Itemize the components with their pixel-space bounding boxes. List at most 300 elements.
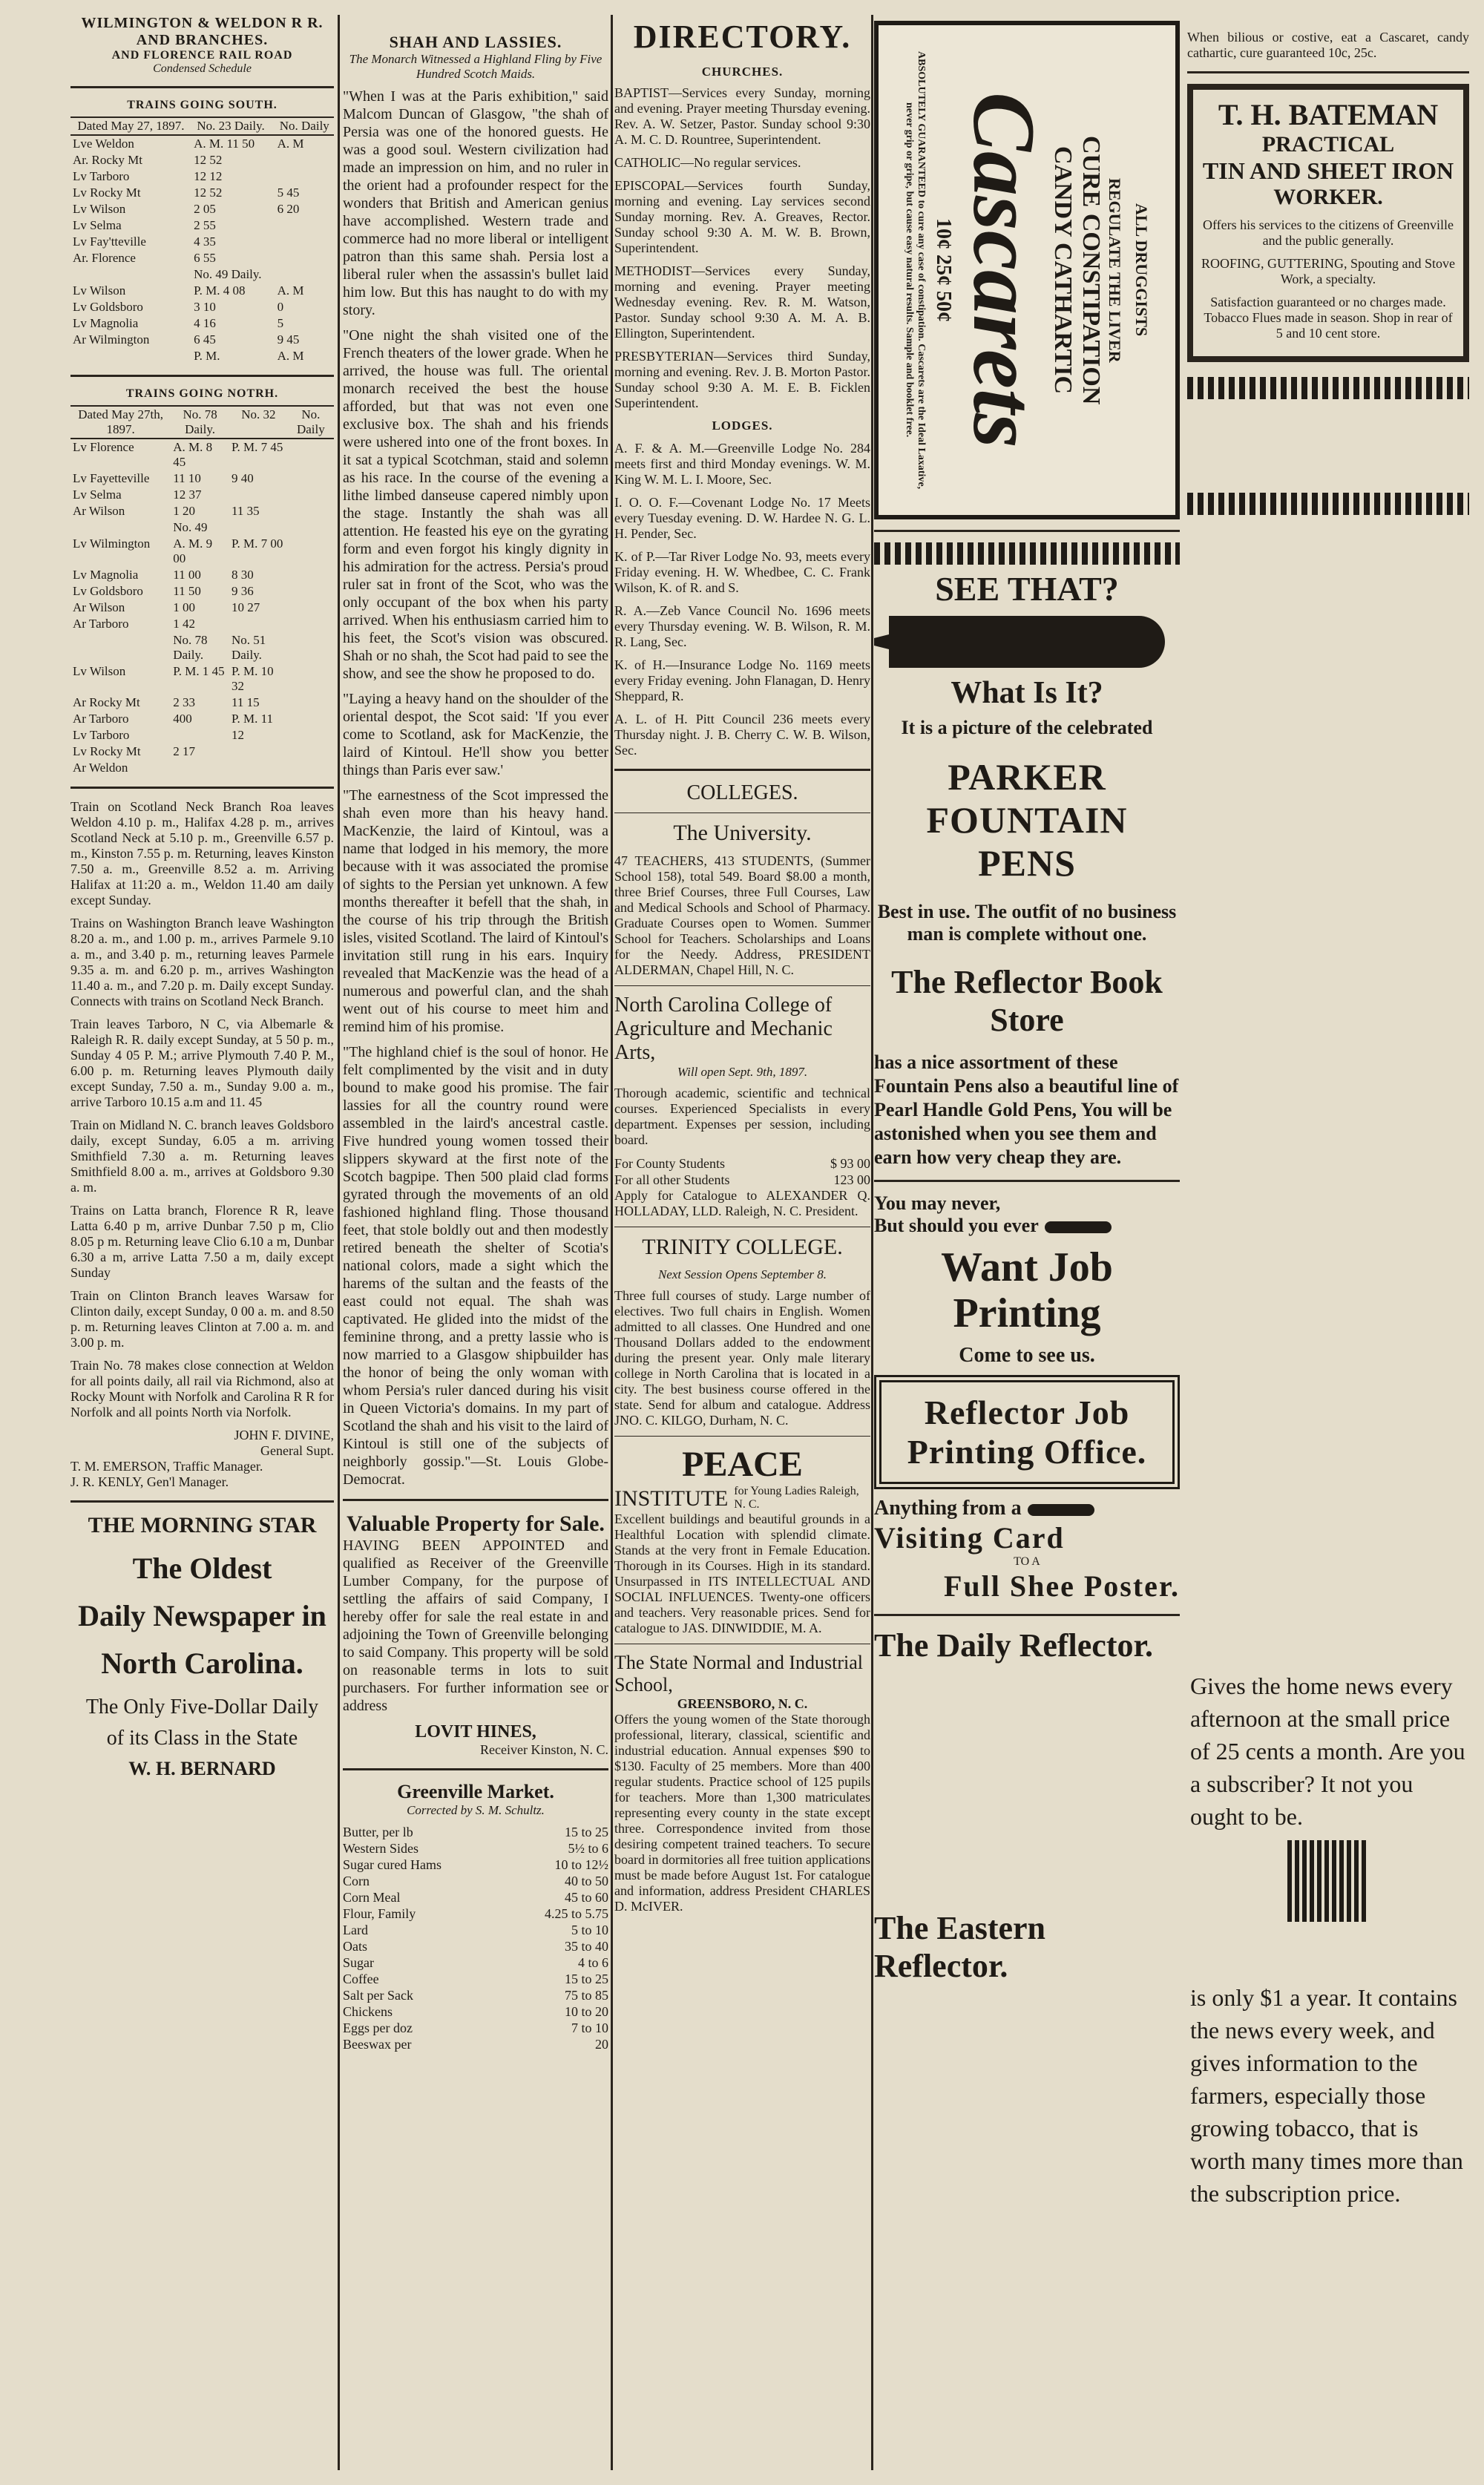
market-row	[343, 1840, 608, 1857]
table-cell	[70, 348, 191, 364]
market-subtitle: Corrected by S. M. Schultz.	[407, 1803, 545, 1817]
table-cell: A. M	[277, 283, 304, 298]
table-cell: Ar Rocky Mt	[73, 695, 140, 709]
table-cell: A. M	[277, 349, 304, 363]
market-title: Greenville Market.	[397, 1781, 554, 1802]
bateman-line: WORKER.	[1273, 185, 1383, 209]
table-cell: 11 00	[173, 568, 201, 582]
normal-subtitle: GREENSBORO, N. C.	[677, 1696, 808, 1711]
table-cell: 9 40	[231, 471, 254, 485]
bateman-text: ROOFING, GUTTERING, Spouting and Stove Work, a specialty.	[1201, 256, 1455, 286]
th: Dated May 27th, 1897.	[70, 406, 171, 439]
table-cell: 2 17	[173, 744, 195, 758]
table-cell: 12	[231, 728, 244, 742]
market-row	[343, 1873, 608, 1889]
never-line: But should you ever	[874, 1215, 1039, 1236]
table-row	[70, 168, 334, 185]
north-timetable	[70, 405, 334, 776]
table-cell: 12 37	[173, 488, 202, 502]
ornament-border	[1187, 493, 1469, 515]
table-cell	[288, 536, 334, 567]
table-row	[70, 583, 334, 600]
come-to-see: Come to see us.	[959, 1344, 1095, 1367]
churches-title: CHURCHES.	[701, 65, 784, 79]
table-cell	[288, 727, 334, 743]
table-cell	[288, 567, 334, 583]
bateman-line: PRACTICAL	[1261, 132, 1395, 157]
market-row	[343, 2036, 608, 2052]
table-row	[70, 567, 334, 583]
fee-label: For all other Students	[614, 1172, 730, 1187]
table-row	[70, 332, 334, 348]
market-item: Flour, Family	[343, 1906, 416, 1921]
market-item: Salt per Sack	[343, 1988, 413, 2003]
table-cell: Ar Wilson	[73, 504, 125, 518]
table-row	[70, 743, 334, 760]
want-job-printing: Want Job Printing	[941, 1244, 1113, 1336]
church-entry: BAPTIST—Services every Sunday, morning and evening. Prayer meeting Thursday evening. Rev. A. W. Setzer, Pastor. Sunday school 9:30 A. M. C. D. Rountree, Superintendent.	[614, 85, 870, 147]
rail-paragraph: Train leaves Tarboro, N C, via Albemarle & Raleigh R. R. daily except Sunday, at 5 50 p. m., Sunday 4 05 P. M.; arrive Plymouth 7.40 P. M., 6.00 p. m. Returning leaves Plymouth daily except Sunday, 7.50 a. m., Sunday 9.00 a. m., arrive Tarboro 10.15 a.m and 11. 45	[70, 1017, 334, 1109]
signature: T. M. EMERSON, Traffic Manager.	[70, 1459, 263, 1474]
bilious-notice: When bilious or costive, eat a Cascaret, candy cathartic, cure guaranteed 10c, 25c.	[1187, 30, 1469, 60]
table-cell: 1 42	[173, 617, 195, 631]
table-cell	[288, 600, 334, 616]
university-title: The University.	[673, 821, 812, 845]
table-cell: Lv Wilson	[73, 664, 126, 678]
parker-best: Best in use. The outfit of no business man is complete without one.	[877, 901, 1177, 945]
column-rule	[611, 15, 613, 2470]
table-cell	[70, 519, 171, 536]
table-cell: A. M. 9 00	[173, 536, 213, 565]
agri-subtitle: Will open Sept. 9th, 1897.	[677, 1065, 808, 1079]
cascarets-ad	[874, 21, 1180, 519]
trinity-subtitle: Next Session Opens September 8.	[657, 1267, 827, 1281]
market-price: 15 to 25	[564, 1972, 608, 1986]
column-rule	[338, 15, 340, 2470]
market-row	[343, 2003, 608, 2020]
market-row	[343, 1987, 608, 2003]
table-cell	[229, 743, 288, 760]
table-cell	[288, 503, 334, 519]
right-column	[1187, 30, 1469, 2470]
table-row	[70, 217, 334, 234]
table-cell: No. 49	[173, 520, 208, 534]
table-cell	[171, 760, 229, 776]
story-paragraph: "The earnestness of the Scot impressed the shah even more than his heavy hand. MacKenzie, the laird of Kintoul, was a name that lodged in his memory, the more because with it was associated the promise of sights to the Persian yet unknown. A few months thereafter it befell that the shah, in the course of his trip through the British isles, visited Scotland. The laird of Kintoul's invitation still rung in his ears. Inquiry revealed that MacKenzie was the head of a numerous and powerful clan, and the shah went out of his course to meet him and remind him of his promise.	[343, 787, 608, 1035]
th: No. 32	[229, 406, 288, 439]
pointing-hand-icon	[1045, 1221, 1112, 1233]
cascarets-small-print: ABSOLUTELY GUARANTEED to cure any case of constipation. Cascarets are the Ideal Laxative, never grip or gripe, but cause easy natural results. Sample and booklet free.	[904, 50, 927, 490]
lodge-entry: K. of P.—Tar River Lodge No. 93, meets every Friday evening. H. W. Whedbee, C. C. Frank Wilson, K. of R. and S.	[614, 549, 870, 595]
peace-text: Excellent buildings and beautiful grounds in a Healthful Location with splendid climate. Stands at the very front in Female Education. Thorough in its Courses. High in its standard. Unsurpassed in ITS INTELLECTUAL AND SOCIAL INFLUENCES. Twenty-one officers and teachers. Very reasonable prices. Send for catalogue to JAS. DINWIDDIE, M. A.	[614, 1511, 870, 1635]
table-cell	[275, 168, 334, 185]
table-cell	[288, 439, 334, 470]
table-cell: Lv Florence	[73, 440, 134, 454]
job-office-frame	[874, 1375, 1180, 1489]
rail-subtitle: AND BRANCHES.	[136, 32, 269, 48]
table-cell	[70, 632, 171, 663]
table-cell: Lv Magnolia	[73, 316, 139, 330]
table-cell: No. 78 Daily.	[173, 633, 208, 662]
peace-title: PEACE	[682, 1445, 803, 1484]
table-cell: Ar Wilson	[73, 600, 125, 614]
cascarets-line: ALL DRUGGISTS	[1132, 203, 1151, 337]
visiting-card: Visiting Card	[874, 1521, 1065, 1555]
to-a: TO A	[1014, 1555, 1040, 1568]
market-item: Eggs per doz	[343, 2021, 413, 2035]
story-paragraph: "The highland chief is the soul of honor. He felt complimented by the visit and in duty bound to make good his promise. The fair lassies for all the country round were assembled in the laird's ancestral castle. Five hundred young women tossed their slippers skyward at the first note of the Scotch bagpipe. Then 500 plaid clad forms gyrated through the movements of an old fashioned highland fling. Those thousand feet, that stole boldly out and then modestly retired beneath the shelter of Scotia's national colors, made a sight which the harems of the sultan and the feasts of the east could not equal. The shah was captivated. He glided into the midst of the feminine throng, and a pretty lassie who is now married to a Glasgow shipbuilder has the honor of being the only woman with whom Persia's ruler danced during his visit in Queen Victoria's domains. In my part of Scotland the shah and his visit to the laird of Kintoul is still one of the subjects of neighborly gossip."—St. Louis Globe-Democrat.	[343, 1044, 608, 1488]
th: No. Daily	[288, 406, 334, 439]
fountain-pen-illustration	[889, 616, 1165, 668]
table-cell	[229, 519, 288, 536]
agri-title: North Carolina College of Agriculture and Mechanic Arts,	[614, 994, 833, 1064]
bateman-ad	[1187, 84, 1469, 362]
table-cell: P. M. 7 00	[231, 536, 283, 551]
lodges-title: LODGES.	[712, 418, 773, 433]
peace-for: for Young Ladies Raleigh, N. C.	[734, 1485, 859, 1511]
story-paragraph: "Laying a heavy hand on the shoulder of the oriental despot, the Scot said: 'If you ever come to Scotland, ask for MacKenzie, the laird of Kintoul. He'll show you better things than Paris ever saw.'	[343, 691, 608, 778]
market-price: 4 to 6	[577, 1955, 608, 1970]
table-row	[70, 201, 334, 217]
table-cell: Lv Magnolia	[73, 568, 139, 582]
never-line: You may never,	[874, 1192, 1001, 1214]
rail-schedule: Condensed Schedule	[153, 62, 252, 75]
ornament-border	[1187, 377, 1469, 399]
table-cell	[288, 695, 334, 711]
th: No. 78 Daily.	[171, 406, 229, 439]
church-entry: EPISCOPAL—Services fourth Sunday, morning and evening. Lay services second Sunday morning. Rev. A. Greaves, Rector. Sunday school 9:30 A. M. W. B. Brown, Superintendent.	[614, 178, 870, 255]
table-cell: A. M. 11 50	[194, 137, 255, 151]
table-row	[70, 439, 334, 470]
market-row	[343, 1938, 608, 1954]
agri-text-2: Apply for Catalogue to ALEXANDER Q. HOLLADAY, LLD. Raleigh, N. C. President.	[614, 1188, 870, 1218]
picture-text: It is a picture of the celebrated	[901, 717, 1153, 738]
table-cell	[229, 760, 288, 776]
job-office-title: Reflector Job Printing Office.	[907, 1393, 1147, 1471]
table-cell: 5	[277, 316, 284, 330]
table-cell: Ar Tarboro	[73, 712, 129, 726]
table-cell	[288, 583, 334, 600]
table-cell	[275, 217, 334, 234]
market-item: Sugar	[343, 1955, 374, 1970]
th: No. 23 Daily.	[191, 117, 270, 135]
table-cell: 2 33	[173, 695, 195, 709]
table-cell	[229, 487, 288, 503]
market-price: 5 to 10	[571, 1923, 608, 1937]
market-price: 4.25 to 5.75	[544, 1906, 608, 1921]
table-cell: 11 15	[231, 695, 260, 709]
university-text: 47 TEACHERS, 413 STUDENTS, (Summer School 158), total 549. Board $8.00 a month, three Brief Courses, three Full Courses, Law and Medical Schools and School of Pharmacy. Graduate Courses open to Women. Summer School for Teachers. Scholarships and Loans for the Needy. Address, PRESIDENT ALDERMAN, Chapel Hill, N. C.	[614, 853, 870, 977]
rail-paragraph: Train on Midland N. C. branch leaves Goldsboro daily, except Sunday, 6.05 a m. arriving Smithfield 7.30 a. m. Returning leaves Smithfield 8.00 a. m., arrives at Goldsboro 9.30 a. m.	[70, 1117, 334, 1195]
signature: General Supt.	[260, 1443, 334, 1458]
table-cell	[288, 743, 334, 760]
table-cell	[288, 519, 334, 536]
market-price: 75 to 85	[564, 1988, 608, 2003]
table-cell	[275, 250, 334, 266]
eastern-reflector-text: is only $1 a year. It contains the news every week, and gives information to the farmers, especially those growing tobacco, that is worth many times more than the subscription price.	[1190, 1984, 1463, 2207]
table-cell: 11 35	[231, 504, 260, 518]
pointing-hand-icon	[1028, 1504, 1094, 1516]
church-entry: CATHOLIC—No regular services.	[614, 155, 801, 170]
market-list	[343, 1824, 608, 2052]
table-cell: Lv Selma	[73, 488, 122, 502]
north-title: TRAINS GOING NOTRH.	[125, 387, 279, 400]
table-cell: P. M. 7 45	[231, 440, 283, 454]
rail-paragraph: Train on Scotland Neck Branch Roa leaves Weldon 4.10 p. m., Halifax 4.28 p. m., arrives Scotland Neck at 5.10 p. m., Greenville 6.57 p. m., Kinston 7.55 p. m. Returning, leaves Kinston 7.50 a. m., Greenville 8.52 a. m. Arriving Halifax at 11:20 a. m., Weldon 11.40 am daily except Sunday.	[70, 799, 334, 907]
table-cell: Lv Goldsboro	[73, 584, 143, 598]
table-cell: Lv Fayetteville	[73, 471, 150, 485]
table-cell: Lv Selma	[73, 218, 122, 232]
table-row	[70, 487, 334, 503]
market-price: 10 to 12½	[554, 1857, 608, 1872]
daily-reflector-title: The Daily Reflector.	[874, 1627, 1153, 1664]
market-price: 35 to 40	[564, 1939, 608, 1954]
bateman-line: TIN AND SHEET IRON	[1202, 157, 1454, 184]
table-row	[70, 185, 334, 201]
table-cell: 1 00	[173, 600, 195, 614]
table-cell: 12 12	[194, 169, 223, 183]
th: No. Daily	[275, 117, 334, 135]
table-cell	[288, 663, 334, 695]
market-row	[343, 1824, 608, 1840]
table-cell	[288, 487, 334, 503]
market-price: 10 to 20	[564, 2004, 608, 2019]
table-row	[70, 135, 334, 152]
market-price: 5½ to 6	[568, 1841, 608, 1856]
table-cell: 1 20	[173, 504, 195, 518]
table-row	[70, 519, 334, 536]
table-cell: 6 55	[194, 251, 216, 265]
table-row	[70, 695, 334, 711]
table-cell	[275, 152, 334, 168]
market-row	[343, 1905, 608, 1922]
table-cell	[288, 470, 334, 487]
signature: JOHN F. DIVINE,	[234, 1428, 334, 1442]
lodge-entry: I. O. O. F.—Covenant Lodge No. 17 Meets every Tuesday evening. D. W. Hardee N. G. L. H. Pender, Sec.	[614, 495, 870, 541]
table-cell: P. M. 11	[231, 712, 274, 726]
south-timetable	[70, 116, 334, 364]
story-paragraph: "One night the shah visited one of the French theaters of the lower grade. When he arrived, the house was full. The oriental monarch received the best the house afforded, but that was not even one exclusive box. The shah and his friends were ushered into one of the front boxes. In it sat a typical Scotchman, staid and solemn as his race. In the course of the evening a lithe limbed danseuse capered nimbly upon the stage. Instantly the shah was all attention. He feasted his eye on the gyrating form and even forgot his kingly dignity in his admiration for the actress. Persia's proud ruler sat in front of the Scot, who was the only occupant of the box when his party arrived. When his enthusiasm carried him to his feet, the Scot's vision was obscured. Shah or no shah, the Scot had paid to see the show, and see the show he proposed to do.	[343, 327, 608, 682]
market-row	[343, 1954, 608, 1971]
directory-column	[614, 15, 870, 2470]
table-cell: 4 16	[194, 316, 216, 330]
peace-subtitle: INSTITUTE	[614, 1486, 729, 1511]
cascarets-line: CANDY CATHARTIC	[1049, 145, 1077, 395]
market-row	[343, 1922, 608, 1938]
cascarets-line: REGULATE THE LIVER	[1106, 177, 1124, 363]
table-row	[70, 348, 334, 364]
table-cell: P. M. 4 08	[194, 283, 246, 298]
bateman-text: Satisfaction guaranteed or no charges made. Tobacco Flues made in season. Shop in rear of 5 and 10 cent store.	[1204, 295, 1453, 341]
table-cell	[171, 727, 229, 743]
table-cell: Ar Tarboro	[73, 617, 129, 631]
table-cell: Lv Fay'tteville	[73, 234, 146, 249]
table-row	[70, 250, 334, 266]
table-cell: A. M. 8 45	[173, 440, 213, 469]
table-cell: 2 05	[194, 202, 216, 216]
table-row	[70, 727, 334, 743]
table-cell: 11 50	[173, 584, 201, 598]
property-signature: Receiver Kinston, N. C.	[480, 1742, 608, 1757]
table-cell	[288, 632, 334, 663]
colleges-title: COLLEGES.	[686, 781, 798, 804]
table-row	[70, 663, 334, 695]
market-item: Coffee	[343, 1972, 379, 1986]
market-item: Lard	[343, 1923, 368, 1937]
table-cell: 11 10	[173, 471, 201, 485]
table-cell: Lv Tarboro	[73, 728, 130, 742]
market-price: 45 to 60	[564, 1890, 608, 1905]
table-cell: No. 51 Daily.	[231, 633, 266, 662]
see-that-title: SEE THAT?	[935, 570, 1119, 608]
story-column	[343, 15, 608, 2470]
ornament-border	[874, 542, 1180, 565]
table-cell	[275, 234, 334, 250]
market-row	[343, 1889, 608, 1905]
parker-pens: PARKER FOUNTAIN PENS	[926, 756, 1128, 884]
table-row	[70, 536, 334, 567]
market-item: Chickens	[343, 2004, 393, 2019]
table-cell: 0	[277, 300, 284, 314]
table-cell: Lv Wilson	[73, 202, 126, 216]
table-row	[70, 760, 334, 776]
morning-star-line: North Carolina.	[101, 1647, 303, 1680]
table-cell: 5 45	[277, 186, 300, 200]
table-cell: 400	[173, 712, 192, 726]
book-store: The Reflector Book Store	[891, 964, 1163, 1038]
table-row	[70, 632, 334, 663]
table-cell: 2 55	[194, 218, 216, 232]
story-title: SHAH AND LASSIES.	[389, 33, 562, 51]
lodge-entry: A. F. & A. M.—Greenville Lodge No. 284 meets first and third Monday evenings. W. M. King W. M. L. I. Moore, Sec.	[614, 441, 870, 487]
morning-star-line: W. H. BERNARD	[128, 1758, 276, 1779]
agri-text: Thorough academic, scientific and technical courses. Experienced Specialists in every department. Expenses per session, including board.	[614, 1086, 870, 1147]
table-row	[70, 503, 334, 519]
market-price: 40 to 50	[564, 1874, 608, 1888]
table-row	[70, 711, 334, 727]
signature: J. R. KENLY, Gen'l Manager.	[70, 1474, 229, 1489]
trinity-title: TRINITY COLLEGE.	[642, 1235, 843, 1259]
normal-title: The State Normal and Industrial School,	[614, 1652, 864, 1695]
morning-star-line: of its Class in the State	[106, 1727, 298, 1750]
rail-paragraph: Trains on Washington Branch leave Washington 8.20 a. m., and 1.00 p. m., arrives Parmele 9.10 a. m., and 3.40 p. m., returning leaves Parmele 9.35 a. m. and 6.20 p. m., arrives Washington 11.40 a. m., and 7.20 p. m. Daily except Sunday. Connects with trains on Scotland Neck Branch.	[70, 916, 334, 1008]
bateman-name: T. H. BATEMAN	[1218, 98, 1439, 131]
market-item: Corn Meal	[343, 1890, 401, 1905]
market-item: Oats	[343, 1939, 367, 1954]
what-is-it: What Is It?	[951, 676, 1103, 710]
table-cell: 12 52	[194, 186, 223, 200]
table-cell: 12 52	[194, 153, 223, 167]
table-row	[70, 234, 334, 250]
table-cell: 3 10	[194, 300, 216, 314]
store-text: has a nice assortment of these Fountain Pens also a beautiful line of Pearl Handle Gold Pens, You will be astonished when you see them and earn how very cheap they are.	[874, 1051, 1179, 1168]
market-row	[343, 1857, 608, 1873]
normal-text: Offers the young women of the State thorough professional, literary, classical, scientific and industrial education. Annual expenses $90 to $130. Faculty of 25 members. More than 400 regular students. Practice school of 125 pupils for teachers. More than 1,300 matriculates representing every county in the state except three. Correspondence invited from those desiring competent trained teachers. To secure board in dormitories all free tuition applications must be made before August 1st. For catalogue and information, address President CHARLES D. McIVER.	[614, 1712, 870, 1914]
table-cell: 9 45	[277, 332, 300, 347]
railroad-column	[70, 15, 334, 2470]
table-cell: Ar Wilmington	[73, 332, 150, 347]
anything-from: Anything from a	[874, 1497, 1022, 1520]
table-row	[70, 600, 334, 616]
church-entry: METHODIST—Services every Sunday, morning and evening. Prayer meeting Wednesday evening. Rev. R. M. Watson, Pastor. Sunday school 9:30 A. M. A. B. Ellington, Superintendent.	[614, 263, 870, 341]
market-price: 20	[595, 2037, 608, 2052]
morning-star-line: Daily Newspaper in	[78, 1599, 326, 1632]
table-cell: A. M	[277, 137, 304, 151]
directory-title: DIRECTORY.	[633, 19, 852, 55]
market-item: Western Sides	[343, 1841, 419, 1856]
fee-value: $ 93 00	[830, 1156, 870, 1171]
eastern-reflector-title: The Eastern Reflector.	[874, 1910, 1045, 1984]
cascarets-brand: Cascarets	[955, 92, 1054, 448]
morning-star-line: The Oldest	[132, 1552, 272, 1585]
table-cell	[275, 266, 334, 283]
market-row	[343, 2020, 608, 2036]
table-cell	[288, 760, 334, 776]
morning-star-title: THE MORNING STAR	[88, 1513, 317, 1537]
fee-value: 123 00	[833, 1172, 870, 1187]
lodge-entry: A. L. of H. Pitt Council 236 meets every Thursday night. J. B. Cherry C. W. B. Wilson, Sec.	[614, 712, 870, 758]
rail-subtitle-2: AND FLORENCE RAIL ROAD	[111, 49, 293, 62]
table-cell: Ar. Rocky Mt	[73, 153, 142, 167]
table-cell: No. 49 Daily.	[194, 267, 262, 281]
morning-star-line: The Only Five-Dollar Daily	[85, 1695, 319, 1719]
advert-column	[874, 15, 1180, 2470]
bateman-text: Offers his services to the citizens of Greenville and the public generally.	[1202, 217, 1454, 248]
market-row	[343, 1971, 608, 1987]
table-cell: P. M. 10 32	[231, 664, 274, 693]
south-title: TRAINS GOING SOUTH.	[127, 99, 278, 111]
table-row	[70, 283, 334, 299]
column-rule	[871, 15, 873, 2470]
table-cell: Lv Tarboro	[73, 169, 130, 183]
table-cell: P. M. 1 45	[173, 664, 225, 678]
rail-title: WILMINGTON & WELDON R R.	[81, 15, 324, 31]
story-paragraph: "When I was at the Paris exhibition," said Malcom Duncan of Glasgow, "the shah of Persia was one of the honored guests. He was a good soul. Western civilization had made an impression on him, and no ruler in the orient had a profounder respect for the wonders that British and American genius have accomplished. Western trade and commerce had no more liberal or intelligent patron than this same shah. Persia lost a liberal ruler when the assassin's bullet laid him low. But this has naught to do with my story.	[343, 88, 608, 318]
property-title: Valuable Property for Sale.	[347, 1511, 605, 1536]
table-cell: Lv Rocky Mt	[73, 744, 141, 758]
table-cell: 6 20	[277, 202, 300, 216]
ornament-block	[1287, 1840, 1369, 1922]
table-cell	[229, 616, 288, 632]
table-cell	[288, 711, 334, 727]
property-text: HAVING BEEN APPOINTED and qualified as Receiver of the Greenville Lumber Company, for the purpose of settling the affairs of said Company, I hereby offer for sale the real estate in and adjoining the Town of Greenville belonging to said Company. This property will be sold on reasonable terms in lots to suit purchasers. For further information see or address	[343, 1537, 608, 1714]
table-cell: P. M.	[194, 349, 220, 363]
church-entry: PRESBYTERIAN—Services third Sunday, morning and evening. Rev. J. B. Morton Pastor. Sunday school 9:30 A. M. E. B. Ficklen Superintendent.	[614, 349, 870, 410]
rail-paragraph: Train No. 78 makes close connection at Weldon for all points daily, all rail via Richmond, also at Rocky Mount with Norfolk and Carolina R R for Norfolk and all points North via Norfolk.	[70, 1358, 334, 1419]
table-cell: Ar Weldon	[73, 761, 128, 775]
table-row	[70, 470, 334, 487]
table-cell: Lve Weldon	[73, 137, 134, 151]
table-cell: Lv Rocky Mt	[73, 186, 141, 200]
lodge-entry: K. of H.—Insurance Lodge No. 1169 meets every Friday evening. John Flanagan, D. Henry Sheppard, R.	[614, 657, 870, 703]
table-cell	[70, 266, 191, 283]
table-row	[70, 616, 334, 632]
table-row	[70, 299, 334, 315]
cascarets-line: CURE CONSTIPATION	[1077, 135, 1105, 405]
market-item: Corn	[343, 1874, 370, 1888]
market-price: 15 to 25	[564, 1825, 608, 1839]
table-row	[70, 152, 334, 168]
fee-label: For County Students	[614, 1156, 726, 1171]
table-row	[70, 315, 334, 332]
table-cell: 10 27	[231, 600, 260, 614]
cascarets-price: 10¢ 25¢ 50¢	[932, 218, 955, 322]
story-subtitle: The Monarch Witnessed a Highland Fling by Five Hundred Scotch Maids.	[349, 52, 603, 81]
trinity-text: Three full courses of study. Large number of electives. Two full chairs in English. Women admitted to all classes. One Hundred and one Thousand Dollars added to the endowment during the present year. Only male literary college in North Carolina that is located in a city. The best business course offered in the state. Send for album and catalogue. Address JNO. C. KILGO, Durham, N. C.	[614, 1288, 870, 1428]
table-cell: Lv Wilmington	[73, 536, 151, 551]
th: Dated May 27, 1897.	[70, 117, 191, 135]
table-cell	[288, 616, 334, 632]
